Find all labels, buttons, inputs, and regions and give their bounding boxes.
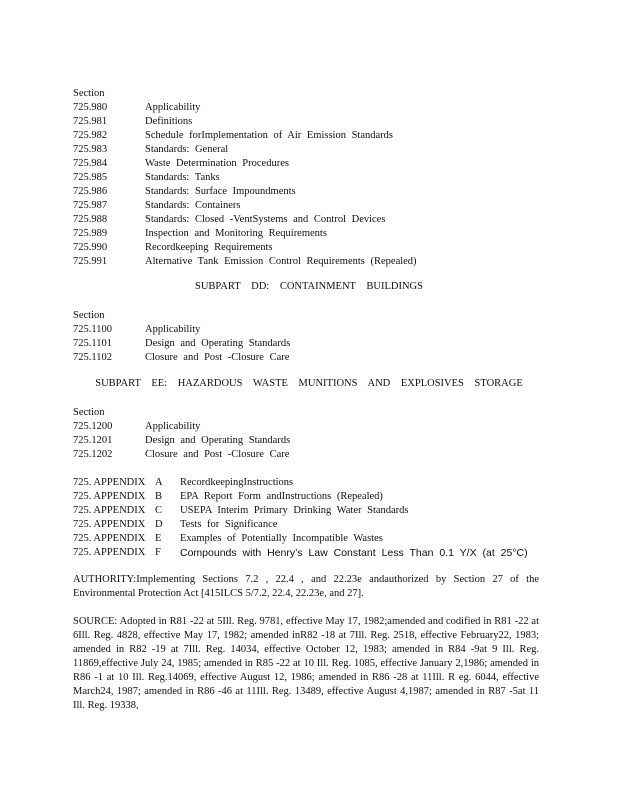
appendix-letter: A (155, 477, 163, 488)
appendix-letter: D (155, 519, 163, 530)
section-number: 725.1100 (73, 324, 112, 335)
source-paragraph: SOURCE: Adopted in R81 -22 at 5Ill. Reg. 9781, effective May 17, 1982;amended and codified in R81 -22 at 6Ill. Reg. 4828, effective May 17, 1982; amended inR82 -18 at 7Ill. Reg. 2518, effective February22, 1983; amended in R82 -19 at 7Ill. Reg. 14034, effective October 12, 1983; amended in R84 -9at 9 Ill. Reg. 11869,effective July 24, 1985; amended in R85 -22 at 10 Ill. Reg. 1085, effective January 2,1986; amended in R86 -1 at 10 Ill. Reg.14069, effective August 12, 1986; amended in R86 -28 at 11Ill. R eg. 6044, effective March24, 1987; amended in R86 -46 at 11Ill. Reg. 13489, effective August 4,1987; amended in R87 -5at 11 Ill. Reg. 19338, (73, 616, 539, 711)
subpart-dd-heading: SUBPART DD: CONTAINMENT BUILDINGS (195, 281, 423, 292)
section-number: 725.1102 (73, 352, 112, 363)
appendix-letter: E (155, 533, 162, 544)
section-title: Standards: Closed -VentSystems and Control Devices (145, 214, 386, 225)
section-title: Applicability (145, 421, 201, 432)
section-number: 725.1101 (73, 338, 112, 349)
section-number: 725.987 (73, 200, 108, 211)
section-number: 725.983 (73, 144, 108, 155)
appendix-label: 725. APPENDIX (73, 505, 146, 516)
section-title: Standards: General (145, 144, 229, 155)
section-heading: Section (73, 88, 105, 99)
section-title: Waste Determination Procedures (145, 158, 289, 169)
appendix-label: 725. APPENDIX (73, 477, 146, 488)
section-number: 725.990 (73, 242, 108, 253)
section-title: Recordkeeping Requirements (145, 242, 273, 253)
section-number: 725.984 (73, 158, 108, 169)
subpart-ee-heading: SUBPART EE: HAZARDOUS WASTE MUNITIONS AND EXPLOSIVES STORAGE (95, 378, 523, 389)
section-number: 725.981 (73, 116, 108, 127)
appendix-title: Compounds with Henry’s Law Constant Less Than 0.1 Y/X (at 25°C) (180, 547, 528, 559)
section-title: Closure and Post -Closure Care (145, 449, 290, 460)
appendix-letter: B (155, 491, 163, 502)
section-heading: Section (73, 310, 105, 321)
section-number: 725.1202 (73, 449, 113, 460)
appendix-title: Examples of Potentially Incompatible Wastes (180, 533, 383, 544)
section-title: Standards: Containers (145, 200, 241, 211)
section-title: Design and Operating Standards (145, 338, 291, 349)
section-number: 725.1201 (73, 435, 113, 446)
section-title: Applicability (145, 324, 201, 335)
section-title: Schedule forImplementation of Air Emission Standards (145, 130, 393, 141)
appendix-title: Tests for Significance (180, 519, 278, 530)
appendix-label: 725. APPENDIX (73, 547, 146, 558)
appendix-label: 725. APPENDIX (73, 491, 146, 502)
section-number: 725.980 (73, 102, 108, 113)
section-number: 725.982 (73, 130, 108, 141)
section-title: Closure and Post -Closure Care (145, 352, 290, 363)
appendix-label: 725. APPENDIX (73, 519, 146, 530)
section-number: 725.989 (73, 228, 108, 239)
section-title: Applicability (145, 102, 201, 113)
appendix-letter: F (155, 547, 161, 558)
section-number: 725.988 (73, 214, 108, 225)
section-number: 725.1200 (73, 421, 113, 432)
section-number: 725.991 (73, 256, 108, 267)
section-title: Alternative Tank Emission Control Requirements (Repealed) (145, 256, 417, 267)
section-title: Definitions (145, 116, 193, 127)
section-title: Standards: Tanks (145, 172, 220, 183)
section-number: 725.985 (73, 172, 108, 183)
section-number: 725.986 (73, 186, 108, 197)
appendix-letter: C (155, 505, 163, 516)
appendix-label: 725. APPENDIX (73, 533, 146, 544)
authority-paragraph: AUTHORITY:Implementing Sections 7.2 , 22.4 , and 22.23e andauthorized by Section 27 of the Environmental Protection Act [415ILCS 5/7.2, 22.4, 22.23e, and 27]. (73, 574, 539, 599)
appendix-title: EPA Report Form andInstructions (Repealed) (180, 491, 383, 502)
section-heading: Section (73, 407, 105, 418)
appendix-title: RecordkeepingInstructions (180, 477, 294, 488)
section-title: Design and Operating Standards (145, 435, 291, 446)
section-title: Inspection and Monitoring Requirements (145, 228, 327, 239)
appendix-title: USEPA Interim Primary Drinking Water Standards (180, 505, 409, 516)
section-title: Standards: Surface Impoundments (145, 186, 296, 197)
